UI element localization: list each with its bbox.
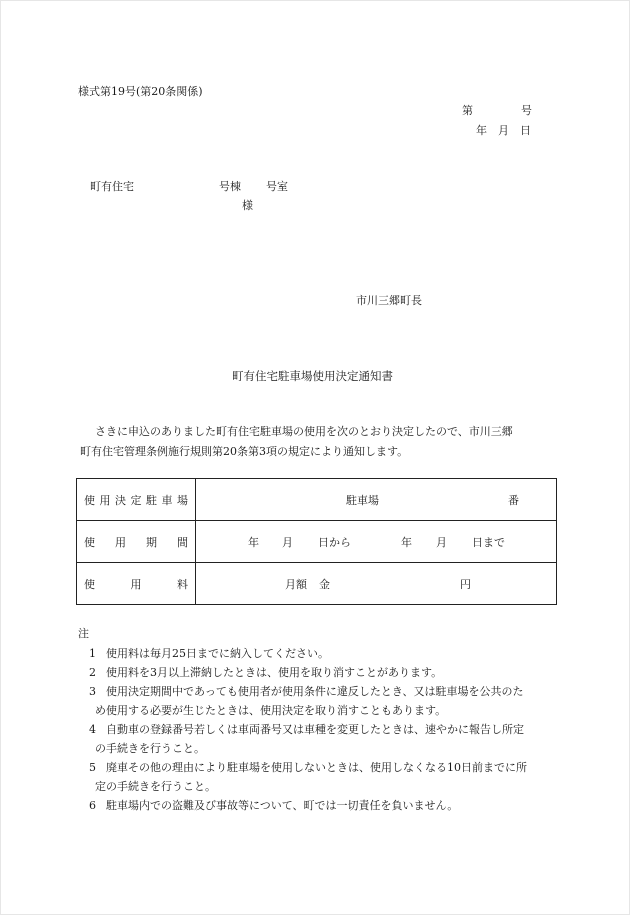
note-number: 4: [89, 723, 96, 736]
body-line-2: 町有住宅管理条例施行規則第20条第3項の規定により通知します。: [80, 445, 409, 458]
form-number: 様式第19号(第20条関係): [78, 85, 203, 98]
note-number: 1: [89, 647, 96, 660]
label-char: 期: [146, 535, 157, 549]
note-text: 駐車場内での盗難及び事故等について、町では一切責任を負いません。: [106, 799, 459, 812]
label-char: 決: [115, 493, 126, 507]
note-text: 使用料を3月以上滞納したときは、使用を取り消すことがあります。: [106, 666, 443, 679]
table-row: [77, 521, 557, 563]
period-day-to: 日まで: [472, 536, 505, 549]
date-month: 月: [498, 124, 509, 137]
table-row: [77, 563, 557, 605]
parking-label: 駐車場: [346, 494, 379, 507]
label-usage-fee: [77, 563, 196, 605]
document-number-go: 号: [521, 104, 532, 117]
usage-table: [76, 478, 557, 605]
fee-yen: 円: [460, 578, 471, 591]
label-char: 場: [177, 493, 188, 507]
value-parking: [196, 479, 557, 521]
note-text-continued: 定の手続きを行うこと。: [95, 780, 216, 793]
period-year-2: 年: [401, 536, 412, 549]
sender: 市川三郷町長: [356, 294, 422, 307]
label-char: 使: [84, 577, 95, 591]
period-day-from: 日から: [318, 536, 351, 549]
period-month-1: 月: [282, 536, 293, 549]
date-year: 年: [476, 124, 487, 137]
label-char: 料: [177, 577, 188, 591]
note-text-continued: め使用する必要が生じたときは、使用決定を取り消すこともあります。: [95, 704, 447, 717]
label-char: 使: [84, 493, 95, 507]
label-parking-decision: [77, 479, 196, 521]
period-month-2: 月: [436, 536, 447, 549]
date-day: 日: [520, 124, 531, 137]
note-text: 使用料は毎月25日までに納入してください。: [106, 647, 329, 660]
addressee-building: 号棟: [219, 180, 241, 193]
table-row: [77, 479, 557, 521]
note-number: 3: [89, 685, 96, 698]
note-number: 6: [89, 799, 96, 812]
period-year-1: 年: [248, 536, 259, 549]
body-line-1: さきに申込のありました町有住宅駐車場の使用を次のとおり決定したので、市川三郷: [95, 425, 513, 438]
fee-monthly: 月額: [285, 578, 307, 591]
note-text: 使用決定期間中であっても使用者が使用条件に違反したとき、又は駐車場を公共のた: [106, 685, 524, 698]
fee-kin: 金: [319, 578, 330, 591]
page-title: 町有住宅駐車場使用決定通知書: [232, 369, 393, 383]
label-char: 用: [99, 493, 111, 507]
label-usage-period: [77, 521, 196, 563]
addressee-honorific: 様: [242, 199, 253, 212]
label-char: 用: [130, 577, 142, 591]
note-text-continued: の手続きを行うこと。: [95, 742, 205, 755]
parking-ban: 番: [508, 494, 519, 507]
value-fee: [196, 563, 557, 605]
note-text: 自動車の登録番号若しくは車両番号又は車種を変更したときは、速やかに報告し所定: [106, 723, 524, 736]
addressee-room: 号室: [266, 180, 288, 193]
note-number: 2: [89, 666, 96, 679]
value-period: [196, 521, 557, 563]
note-text: 廃車その他の理由により駐車場を使用しないときは、使用しなくなる10日前までに所: [106, 761, 527, 774]
notes-heading: 注: [78, 627, 89, 640]
label-char: 駐: [146, 493, 157, 507]
label-char: 使: [84, 535, 95, 549]
addressee-housing: 町有住宅: [90, 180, 134, 193]
label-char: 用: [115, 535, 126, 549]
label-char: 間: [177, 535, 188, 549]
document-number-dai: 第: [462, 104, 473, 117]
label-char: 定: [130, 493, 142, 507]
label-char: 車: [161, 493, 173, 507]
note-number: 5: [89, 761, 96, 774]
